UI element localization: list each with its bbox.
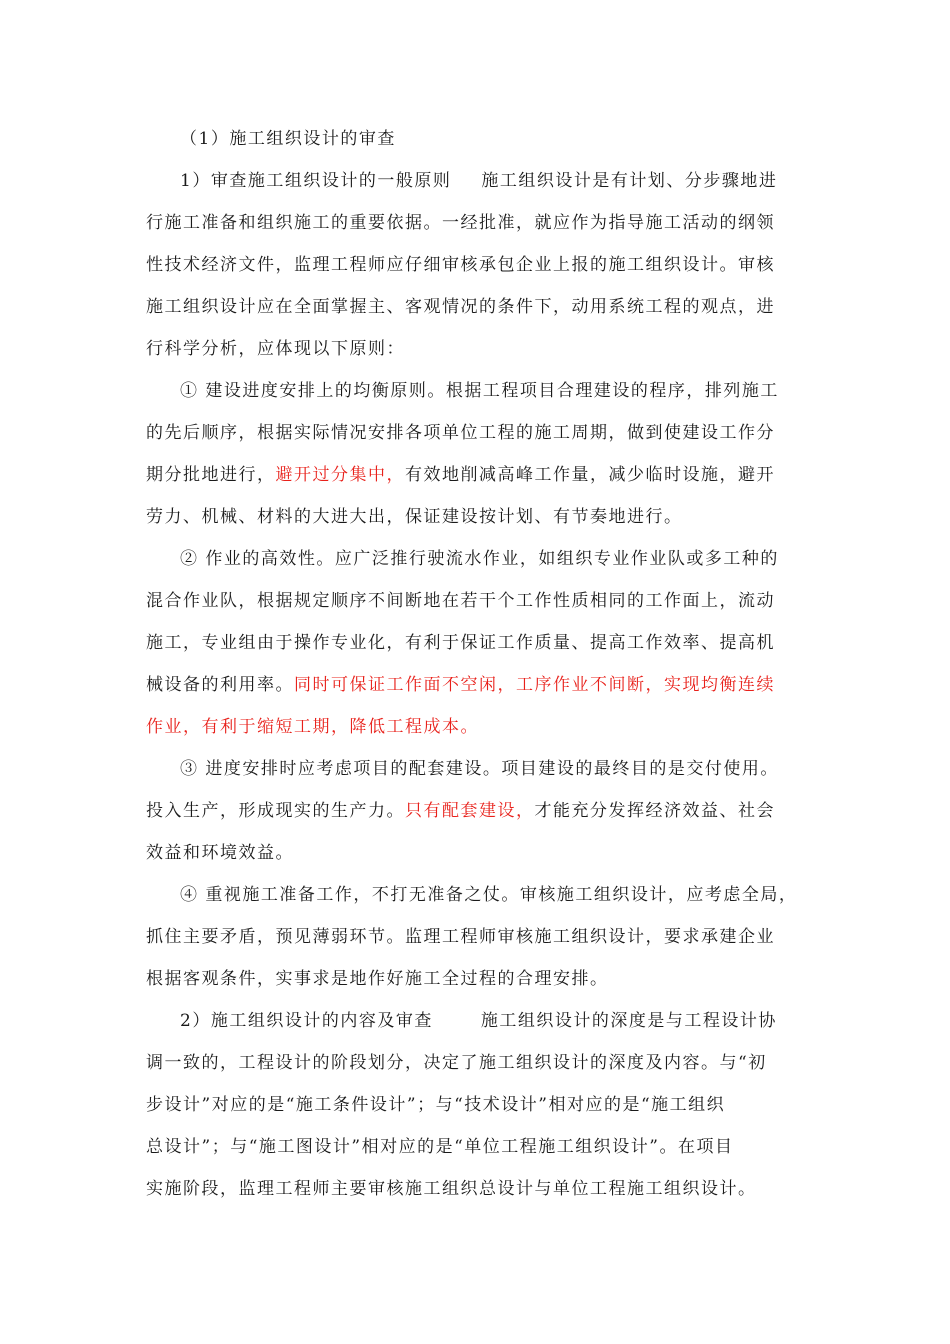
paragraph-5-line-3: 根据客观条件，实事求是地作好施工全过程的合理安排。	[146, 969, 609, 989]
paragraph-4-line-1: ③ 进度安排时应考虑项目的配套建设。项目建设的最终目的是交付使用。	[180, 759, 779, 779]
paragraph-6-title: 2）施工组织设计的内容及审查	[180, 1011, 433, 1031]
paragraph-1-line-5: 行科学分析，应体现以下原则：	[146, 339, 405, 359]
paragraph-1-line-4: 施工组织设计应在全面掌握主、客观情况的条件下，动用系统工程的观点，进	[146, 297, 775, 317]
paragraph-6-line-1: 2）施工组织设计的内容及审查 施工组织设计的深度是与工程设计协	[180, 1011, 777, 1031]
paragraph-3-line-3: 施工，专业组由于操作专业化，有利于保证工作质量、提高工作效率、提高机	[146, 633, 775, 653]
paragraph-4-line-3: 效益和环境效益。	[146, 843, 294, 863]
paragraph-2-line-3: 期分批地进行，避开过分集中，有效地削减高峰工作量，减少临时设施，避开	[146, 465, 775, 485]
paragraph-1-line-1: 1）审查施工组织设计的一般原则 施工组织设计是有计划、分步骤地进	[180, 171, 778, 191]
paragraph-3-line-2: 混合作业队，根据规定顺序不间断地在若干个工作性质相同的工作面上，流动	[146, 591, 775, 611]
paragraph-2-line-1: ① 建设进度安排上的均衡原则。根据工程项目合理建设的程序，排列施工	[180, 381, 779, 401]
paragraph-6-line-3: 步设计”对应的是“施工条件设计”；与“技术设计”相对应的是“施工组织	[146, 1095, 726, 1115]
paragraph-4-line-2: 投入生产，形成现实的生产力。只有配套建设，才能充分发挥经济效益、社会	[146, 801, 775, 821]
paragraph-3-line-4: 械设备的利用率。同时可保证工作面不空闲，工序作业不间断，实现均衡连续	[146, 675, 775, 695]
paragraph-6-line-2: 调一致的，工程设计的阶段划分，决定了施工组织设计的深度及内容。与“初	[146, 1053, 767, 1073]
paragraph-3-line-5: 作业，有利于缩短工期，降低工程成本。	[146, 717, 479, 737]
section-heading: （1）施工组织设计的审查	[180, 129, 396, 149]
highlighted-text: 避开过分集中，	[275, 465, 405, 485]
paragraph-1-line-2: 行施工准备和组织施工的重要依据。一经批准，就应作为指导施工活动的纲领	[146, 213, 775, 233]
paragraph-5-line-2: 抓住主要矛盾，预见薄弱环节。监理工程师审核施工组织设计，要求承建企业	[146, 927, 775, 947]
paragraph-1-line-3: 性技术经济文件，监理工程师应仔细审核承包企业上报的施工组织设计。审核	[146, 255, 775, 275]
paragraph-6-line-5: 实施阶段，监理工程师主要审核施工组织总设计与单位工程施工组织设计。	[146, 1179, 757, 1199]
paragraph-5-line-1: ④ 重视施工准备工作，不打无准备之仗。审核施工组织设计，应考虑全局，	[180, 885, 798, 905]
highlighted-text: 只有配套建设，	[405, 801, 535, 821]
paragraph-2-line-4: 劳力、机械、材料的大进大出，保证建设按计划、有节奏地进行。	[146, 507, 683, 527]
highlighted-text: 同时可保证工作面不空闲，工序作业不间断，实现均衡连续	[294, 675, 775, 695]
paragraph-2-line-2: 的先后顺序，根据实际情况安排各项单位工程的施工周期，做到使建设工作分	[146, 423, 775, 443]
paragraph-1-title: 1）审查施工组织设计的一般原则	[180, 171, 452, 191]
paragraph-6-line-4: 总设计”；与“施工图设计”相对应的是“单位工程施工组织设计”。在项目	[146, 1137, 734, 1157]
paragraph-3-line-1: ② 作业的高效性。应广泛推行驶流水作业，如组织专业作业队或多工种的	[180, 549, 779, 569]
